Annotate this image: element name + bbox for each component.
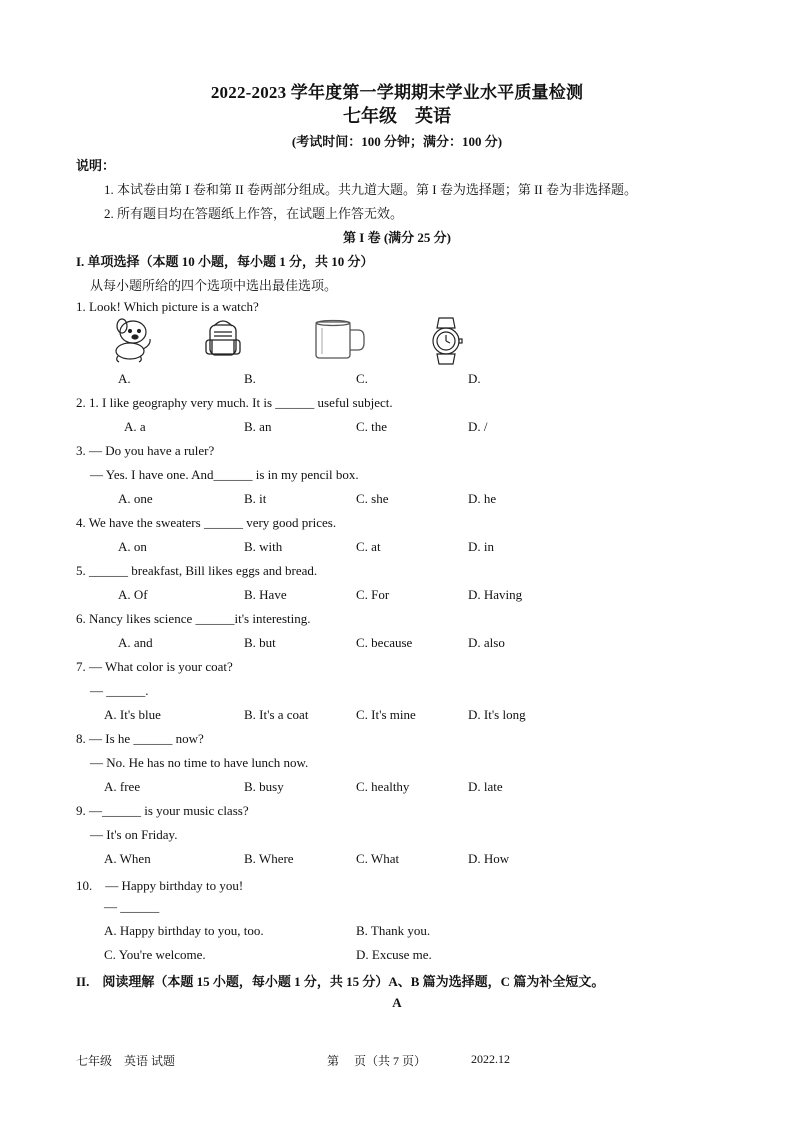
question-10-option-d[interactable]: D. Excuse me. (356, 947, 432, 962)
exam-subtitle: 七年级 英语 (343, 106, 451, 126)
question-9-option-b[interactable]: B. Where (244, 851, 294, 866)
question-7-stem: 7. — What color is your coat? (76, 659, 233, 674)
watch-picture-icon (426, 316, 466, 371)
section2-title: II. 阅读理解（本题 15 小题，每小题 1 分，共 15 分）A、B 篇为选择题，C 篇为补全短文。 (76, 974, 605, 989)
question-5-option-b[interactable]: B. Have (244, 587, 287, 602)
passage-a-label: A (392, 995, 402, 1010)
question-9-option-a[interactable]: A. When (104, 851, 151, 866)
question-7-option-b[interactable]: B. It's a coat (244, 707, 309, 722)
question-8-option-d[interactable]: D. late (468, 779, 503, 794)
exam-title: 2022-2023 学年度第一学期期末学业水平质量检测 (210, 83, 584, 102)
question-10-option-c[interactable]: C. You're welcome. (104, 947, 206, 962)
note-item-1: 1. 本试卷由第 I 卷和第 II 卷两部分组成。共九道大题。第 I 卷为选择题；第 II 卷为非选择题。 (104, 182, 637, 197)
question-8-option-a[interactable]: A. free (104, 779, 141, 794)
question-7-stem-line2: — ______. (90, 683, 149, 698)
question-3-stem-line2: — Yes. I have one. And______ is in my pencil box. (90, 467, 359, 482)
question-2-option-b[interactable]: B. an (244, 419, 272, 434)
question-4-option-c[interactable]: C. at (356, 539, 381, 554)
question-5-option-a[interactable]: A. Of (118, 587, 148, 602)
question-1-option-c[interactable]: C. (356, 371, 368, 386)
question-3-stem: 3. — Do you have a ruler? (76, 443, 215, 458)
question-1-option-a[interactable]: A. (118, 371, 131, 386)
question-2-option-c[interactable]: C. the (356, 419, 388, 434)
question-9-stem: 9. —______ is your music class? (76, 803, 249, 818)
question-10-option-b[interactable]: B. Thank you. (356, 923, 431, 938)
question-6-option-c[interactable]: C. because (356, 635, 413, 650)
footer-date: 2022.12 (471, 1052, 510, 1066)
footer-page-number: 第 页（共 7 页） (327, 1054, 427, 1068)
question-10-stem-line2: — ______ (104, 899, 160, 914)
notes-label: 说明： (76, 158, 116, 173)
question-3-option-d[interactable]: D. he (468, 491, 497, 506)
question-1-stem: 1. Look! Which picture is a watch? (76, 299, 259, 314)
question-6-stem: 6. Nancy likes science ______it's interesting. (76, 611, 311, 626)
question-3-option-c[interactable]: C. she (356, 491, 389, 506)
question-4-option-a[interactable]: A. on (118, 539, 147, 554)
question-8-stem-line2: — No. He has no time to have lunch now. (90, 755, 309, 770)
footer-subject: 七年级 英语 试题 (76, 1054, 176, 1068)
question-8-stem: 8. — Is he ______ now? (76, 731, 204, 746)
backpack-picture-icon (200, 316, 246, 367)
question-5-option-c[interactable]: C. For (356, 587, 390, 602)
question-4-stem: 4. We have the sweaters ______ very good prices. (76, 515, 337, 530)
question-6-option-b[interactable]: B. but (244, 635, 276, 650)
question-6-option-d[interactable]: D. also (468, 635, 505, 650)
question-4-option-b[interactable]: B. with (244, 539, 283, 554)
question-1-option-d[interactable]: D. (468, 371, 481, 386)
dog-picture-icon (108, 316, 154, 369)
question-9-option-d[interactable]: D. How (468, 851, 510, 866)
question-3-option-b[interactable]: B. it (244, 491, 267, 506)
question-7-option-a[interactable]: A. It's blue (104, 707, 161, 722)
section1-title: I. 单项选择（本题 10 小题，每小题 1 分，共 10 分） (76, 254, 374, 269)
question-4-option-d[interactable]: D. in (468, 539, 494, 554)
question-10-stem: 10. — Happy birthday to you! (76, 878, 244, 893)
question-6-option-a[interactable]: A. and (118, 635, 153, 650)
question-3-option-a[interactable]: A. one (118, 491, 153, 506)
note-item-2: 2. 所有题目均在答题纸上作答，在试题上作答无效。 (104, 206, 404, 221)
question-8-option-c[interactable]: C. healthy (356, 779, 410, 794)
question-2-option-d[interactable]: D. / (468, 419, 488, 434)
question-2-option-a[interactable]: A. a (124, 419, 146, 434)
section1-instruction: 从每小题所给的四个选项中选出最佳选项。 (90, 278, 338, 293)
question-9-option-c[interactable]: C. What (356, 851, 400, 866)
question-2-stem: 2. 1. I like geography very much. It is ______ useful subject. (76, 395, 393, 410)
question-10-option-a[interactable]: A. Happy birthday to you, too. (104, 923, 264, 938)
question-9-stem-line2: — It's on Friday. (90, 827, 178, 842)
question-1-option-b[interactable]: B. (244, 371, 256, 386)
question-7-option-c[interactable]: C. It's mine (356, 707, 416, 722)
cup-picture-icon (312, 316, 368, 367)
exam-info: (考试时间：100 分钟；满分：100 分) (291, 134, 503, 149)
question-5-stem: 5. ______ breakfast, Bill likes eggs and bread. (76, 563, 318, 578)
question-7-option-d[interactable]: D. It's long (468, 707, 526, 722)
question-5-option-d[interactable]: D. Having (468, 587, 523, 602)
volume1-title: 第 I 卷 (满分 25 分) (343, 230, 451, 245)
question-8-option-b[interactable]: B. busy (244, 779, 284, 794)
